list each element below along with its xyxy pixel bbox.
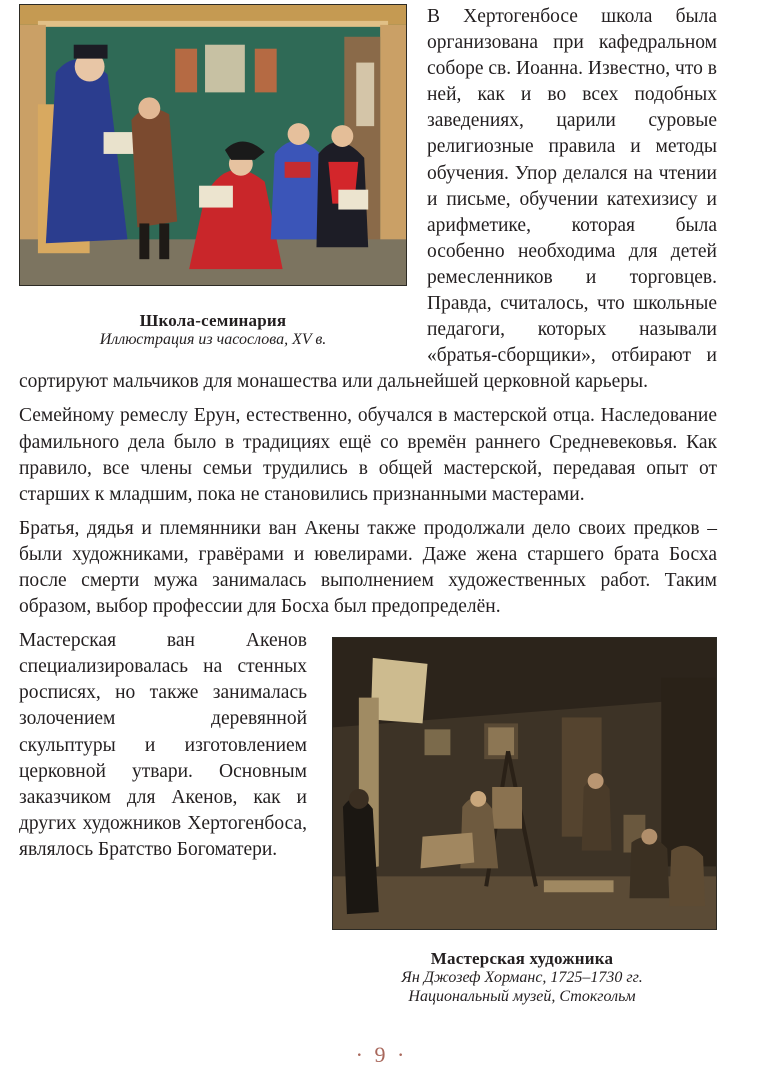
school-miniature-image — [19, 4, 407, 286]
figure-workshop-subtitle-2: Национальный музей, Стокгольм — [408, 988, 636, 1006]
paragraph-4: Мастерская ван Акенов специализировалась на стенных росписях, но также занималась золочением деревянной скульптуры и изготовлением церковной утвари. Основным заказчиком для Акенов, как и других художников Хертогенбоса, являлось Братство Богоматери. — [19, 630, 307, 860]
figure-workshop-subtitle-1: Ян Джозеф Хорманс, 1725–1730 гг. — [401, 969, 643, 987]
figure-workshop — [327, 637, 717, 1006]
paragraph-3: Братья, дядья и племянники ван Акены также продолжали дело своих предков – были художниками, гравёрами и ювелирами. Даже жена старшего брата Босха после смерти мужа занималась выполнением художественных работ. Таким образом, выбор профессии для Босха был предопределён. — [19, 517, 717, 618]
paragraph-1: В Хертогенбосе школа была организована при кафедральном соборе св. Иоанна. Известно, что в ней, как и во всех подобных заведениях, царили суровые религиозные правила и методы обучения. Упор делался на чтении и письме, обучении катехизису и арифметике, которая была особенно необходима для детей ремесленников и торговцев. Правда, считалось, что школьные педагоги, которых называли «братья-сборщики», отбирают и сортируют мальчиков для монашества или дальнейшей церковной карьеры. — [19, 6, 717, 393]
page-content — [19, 4, 717, 1074]
figure-school — [19, 4, 407, 349]
paragraph-2: Семейному ремеслу Ерун, естественно, обучался в мастерской отца. Наследование фамильного дела было в традициях ещё со времён раннего Средневековья. Как правило, все члены семьи трудились в общей мастерской, передавая опыт от старших к младшим, пока не становились признанными мастерами. — [19, 405, 717, 505]
figure-school-subtitle: Иллюстрация из часослова, XV в. — [99, 331, 327, 348]
figure-workshop-title: Мастерская художника — [430, 949, 614, 969]
figure-school-title: Школа-семинария — [139, 311, 287, 330]
artist-workshop-image — [332, 637, 717, 930]
page-number: · 9 · — [355, 1042, 408, 1067]
